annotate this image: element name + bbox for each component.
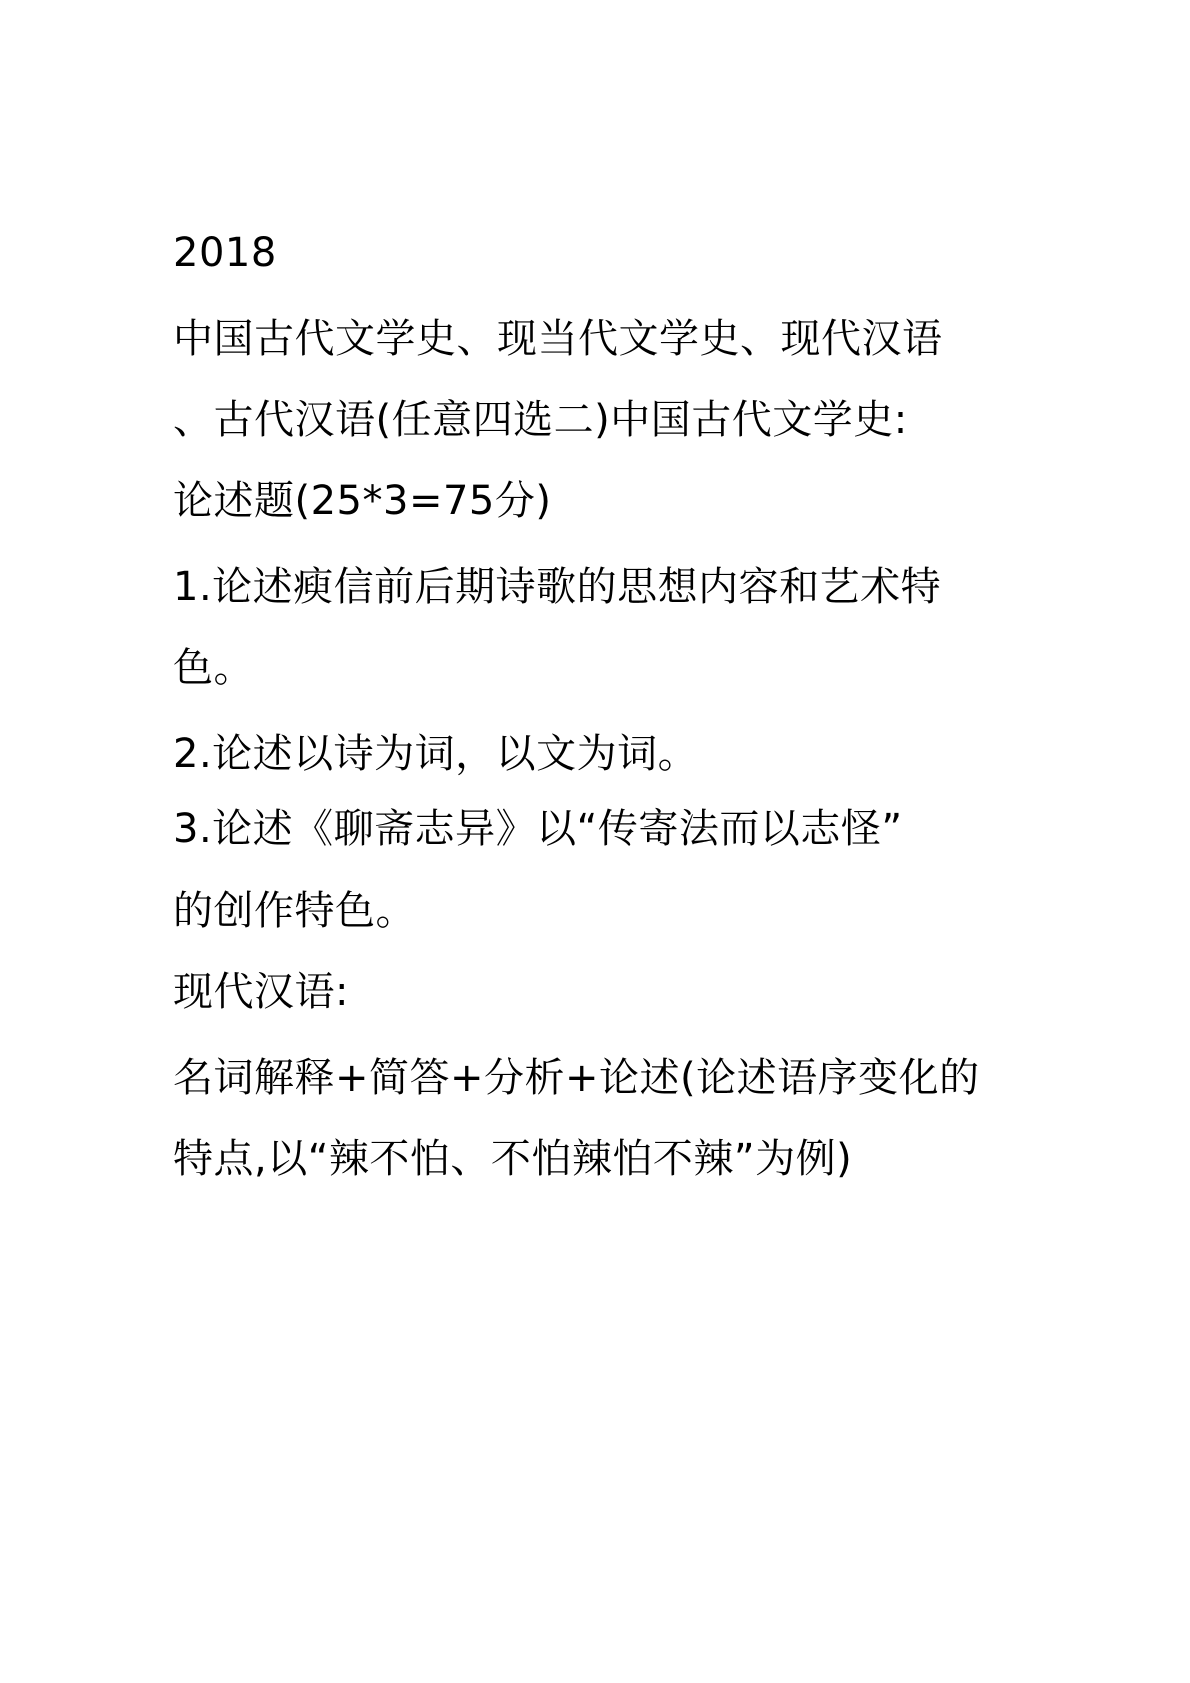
question-1-line-2: 色。 bbox=[173, 645, 254, 691]
modern-chinese-line-2: 特点,以“辣不怕、不怕辣怕不辣”为例) bbox=[173, 1136, 853, 1182]
question-2: 2.论述以诗为词，以文为词。 bbox=[173, 731, 699, 777]
subjects-line-2: 、古代汉语(任意四选二)中国古代文学史: bbox=[173, 397, 908, 443]
question-3-line-2: 的创作特色。 bbox=[173, 888, 416, 934]
exam-year: 2018 bbox=[173, 230, 277, 276]
subjects-line-1: 中国古代文学史、现当代文学史、现代汉语 bbox=[173, 316, 943, 362]
question-1-line-1: 1.论述瘐信前后期诗歌的思想内容和艺术特 bbox=[173, 564, 942, 610]
essay-section-heading: 论述题(25*3=75分) bbox=[173, 478, 552, 524]
modern-chinese-line-1: 名词解释+简答+分析+论述(论述语序变化的 bbox=[173, 1055, 980, 1101]
modern-chinese-heading: 现代汉语: bbox=[173, 969, 349, 1015]
question-3-line-1: 3.论述《聊斋志异》以“传寄法而以志怪” bbox=[173, 806, 903, 852]
